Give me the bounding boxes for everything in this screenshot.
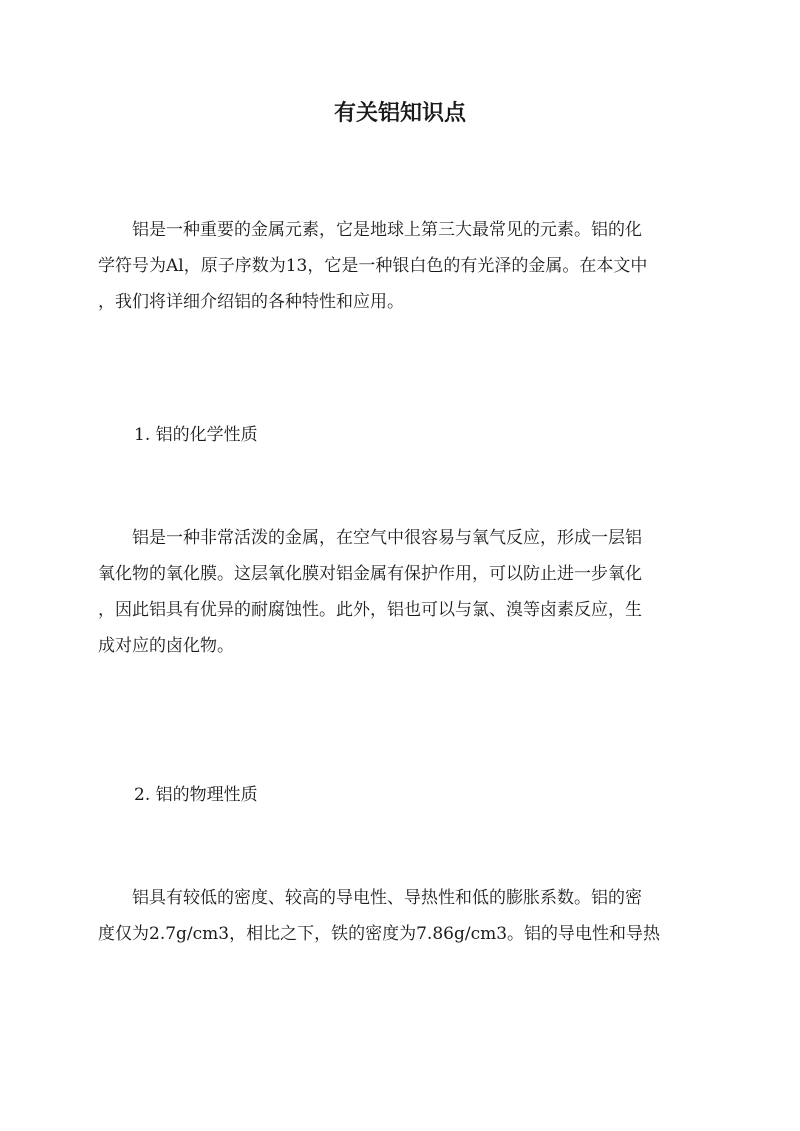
paragraph-line: 铝具有较低的密度、较高的导电性、导热性和低的膨胀系数。铝的密 <box>98 888 642 908</box>
paragraph-line: 氧化物的氧化膜。这层氧化膜对铝金属有保护作用，可以防止进一步氧化 <box>98 564 642 584</box>
paragraph-line: 铝是一种非常活泼的金属，在空气中很容易与氧气反应，形成一层铝 <box>98 528 642 548</box>
paragraph-line: 学符号为Al，原子序数为13，它是一种银白色的有光泽的金属。在本文中 <box>98 256 648 276</box>
paragraph-line: 铝是一种重要的金属元素，它是地球上第三大最常见的元素。铝的化 <box>98 220 642 240</box>
paragraph-line: ，因此铝具有优异的耐腐蚀性。此外，铝也可以与氯、溴等卤素反应，生 <box>98 600 642 620</box>
chemical-properties-paragraph <box>98 520 704 664</box>
physical-properties-paragraph <box>98 880 704 952</box>
section-heading-physical: 2. 铝的物理性质 <box>134 785 258 805</box>
paragraph-line: 成对应的卤化物。 <box>98 636 234 656</box>
section-heading-chemical: 1. 铝的化学性质 <box>134 425 258 445</box>
document-title: 有关铝知识点 <box>333 100 466 126</box>
paragraph-line: ，我们将详细介绍铝的各种特性和应用。 <box>98 292 404 312</box>
intro-paragraph <box>98 212 704 320</box>
paragraph-line: 度仅为2.7g/cm3，相比之下，铁的密度为7.86g/cm3。铝的导电性和导热 <box>98 924 661 944</box>
